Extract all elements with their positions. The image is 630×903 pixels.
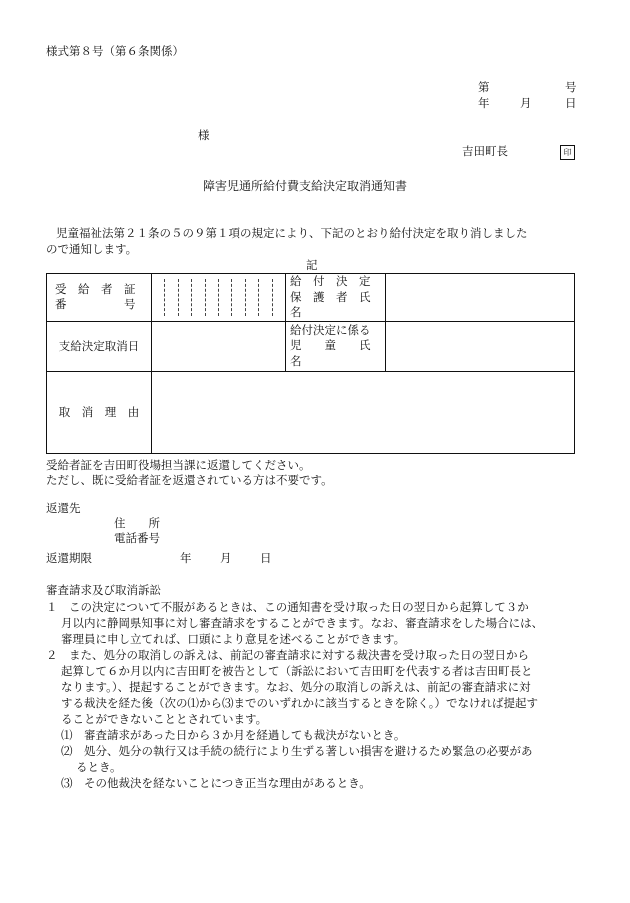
appeal-item2-line5: ることができないこととされています。 <box>61 712 268 726</box>
form-number: 様式第８号（第６条関係） <box>46 44 184 58</box>
ki-label: 記 <box>306 258 318 272</box>
deadline-label: 返還期限 <box>46 551 92 565</box>
intro-line-2: ので通知します。 <box>46 242 138 256</box>
deadline-nichi: 日 <box>260 551 272 565</box>
appeal-item2-line1: ２ また、処分の取消しの訴えは、前記の審査請求に対する裁決書を受け取った日の翌日から <box>46 648 529 662</box>
appeal-item1-line1: １ この決定について不服があるときは、この通知書を受け取った日の翌日から起算して３か <box>46 600 529 614</box>
recipient-honorific: 様 <box>198 128 210 142</box>
cancel-date-input[interactable] <box>152 321 286 371</box>
appeal-sub2-line1: ⑵ 処分、処分の執行又は手続の続行により生ずる著しい損害を避けるため緊急の必要があ <box>61 744 533 758</box>
decision-table <box>46 273 575 454</box>
appeal-item2-line4: する裁決を経た後（次の⑴から⑶までのいずれかに該当するときを除く。）でなければ提起す <box>61 696 539 710</box>
seal-mark: 印 <box>560 145 575 160</box>
appeal-sub3: ⑶ その他裁決を経ないことにつき正当な理由があるとき。 <box>61 776 371 790</box>
intro-line-1: 児童福祉法第２１条の５の９第１項の規定により、下記のとおり給付決定を取り消しました <box>56 226 528 240</box>
appeal-sub1: ⑴ 審査請求があった日から３か月を経過しても裁決がないとき。 <box>61 728 406 742</box>
document-title: 障害児通所給付費支給決定取消通知書 <box>203 179 408 193</box>
recipient-cert-no-label: 受 給 者 証 番 号 <box>47 274 152 322</box>
return-dest-label: 返還先 <box>46 501 81 515</box>
doc-no-dai: 第 <box>478 80 490 94</box>
return-phone-label: 電話番号 <box>114 531 160 545</box>
child-name-input[interactable] <box>386 321 575 371</box>
appeal-item1-line3: 審理員に申し立てれば、口頭により意見を述べることができます。 <box>61 632 406 646</box>
doc-no-go: 号 <box>565 80 577 94</box>
return-notice-line-1: 受給者証を吉田町役場担当課に返還してください。 <box>46 458 311 472</box>
date-nen: 年 <box>478 96 490 110</box>
recipient-cert-no-input[interactable] <box>152 274 286 322</box>
cancel-date-label: 支給決定取消日 <box>47 321 152 371</box>
cancel-reason-input[interactable] <box>152 371 575 453</box>
appeal-item2-line2: 起算して６か月以内に吉田町を被告として（訴訟において吉田町を代表する者は吉田町長と <box>61 664 533 678</box>
cancel-reason-label: 取 消 理 由 <box>47 371 152 453</box>
appeal-sub2-line2: るとき。 <box>76 760 122 774</box>
deadline-nen: 年 <box>180 551 192 565</box>
date-nichi: 日 <box>565 96 577 110</box>
deadline-gatsu: 月 <box>220 551 232 565</box>
date-gatsu: 月 <box>520 96 532 110</box>
appeal-item2-line3: なります。）、提起することができます。なお、処分の取消しの訴えは、前記の審査請求に対 <box>61 680 531 694</box>
return-notice-line-2: ただし、既に受給者証を返還されている方は不要です。 <box>46 473 333 487</box>
appeal-heading: 審査請求及び取消訴訟 <box>46 583 161 597</box>
guardian-name-input[interactable] <box>386 274 575 322</box>
child-name-label: 給付決定に係る 児 童 氏 名 <box>286 321 386 371</box>
issuer-name: 吉田町長 <box>462 144 508 158</box>
return-address-label: 住 所 <box>114 516 160 530</box>
appeal-item1-line2: 月以内に静岡県知事に対し審査請求をすることができます。なお、審査請求をした場合には、 <box>61 616 544 630</box>
guardian-name-label: 給 付 決 定 保 護 者 氏 名 <box>286 274 386 322</box>
